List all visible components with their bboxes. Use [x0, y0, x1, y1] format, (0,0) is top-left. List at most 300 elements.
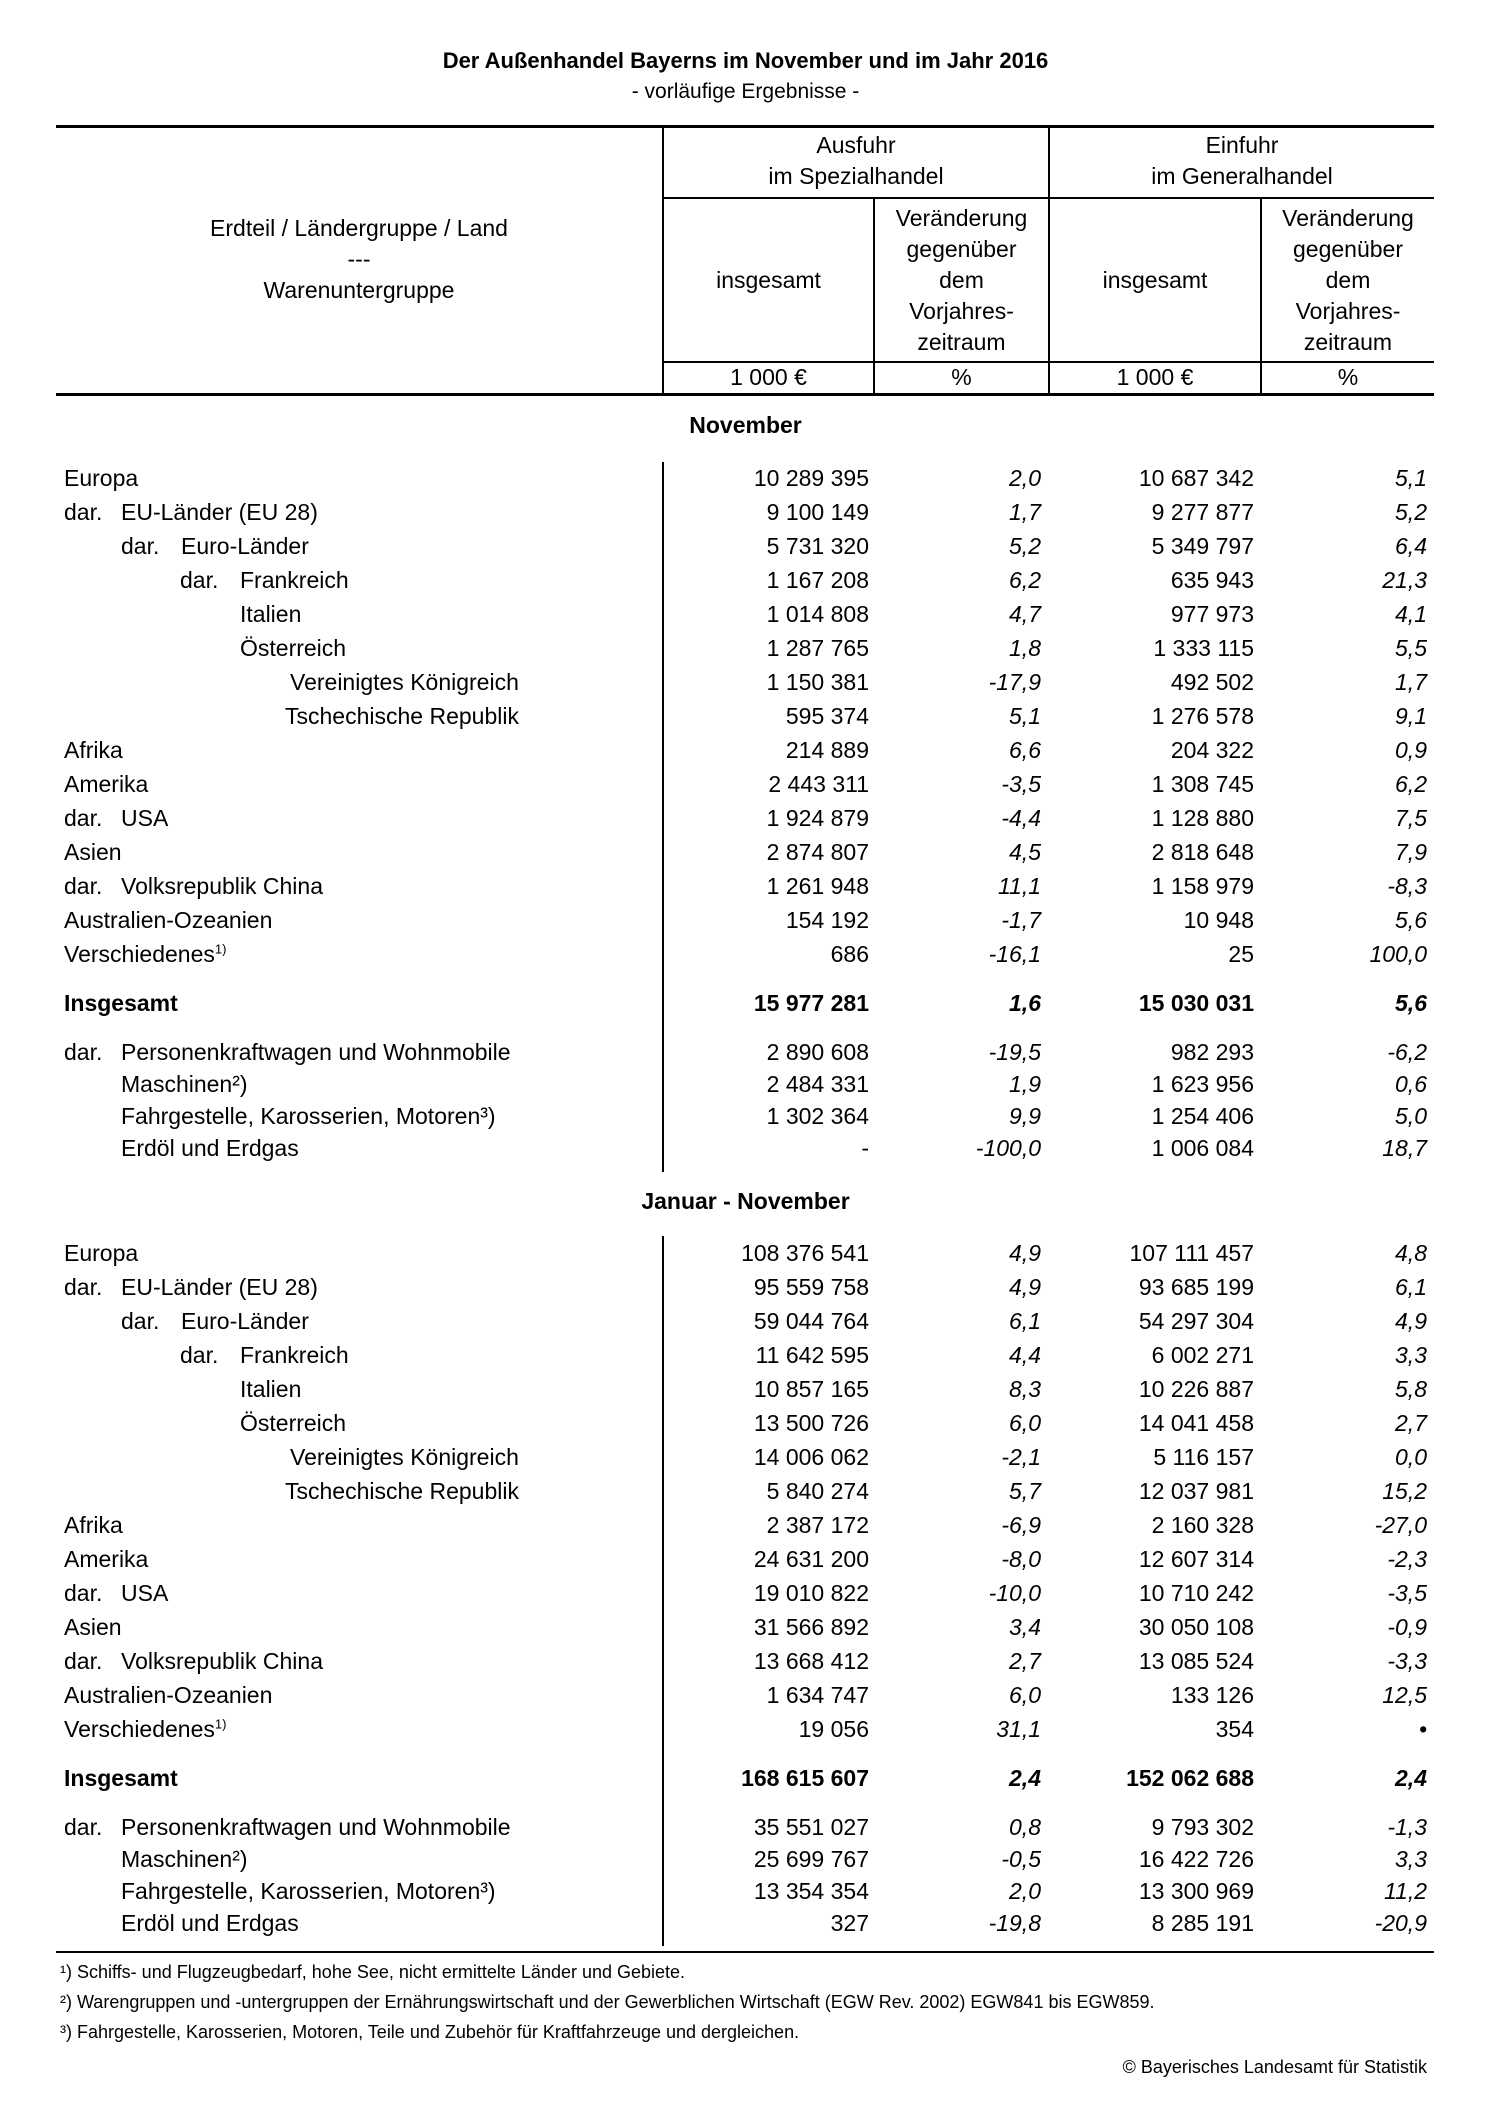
export-total-cell: 15 977 281: [753, 990, 869, 1016]
table-row: [0, 767, 1491, 801]
export-change-cell: 3,4: [1009, 1614, 1041, 1640]
export-change-cell: 1,9: [1009, 1071, 1041, 1097]
export-change-cell: -1,7: [1001, 907, 1041, 933]
export-total-cell: 14 006 062: [753, 1444, 869, 1470]
row-label: [121, 1906, 299, 1940]
row-label: [121, 801, 168, 835]
table-row: [0, 699, 1491, 733]
import-change-cell: 3,3: [1395, 1846, 1427, 1872]
table-row: [0, 835, 1491, 869]
table-row: [0, 1542, 1491, 1576]
import-total-cell: 354: [1215, 1716, 1254, 1742]
export-change-cell: 6,2: [1009, 567, 1041, 593]
table-row: [0, 1644, 1491, 1678]
footnote-ref: 1): [214, 1716, 227, 1732]
row-label: [64, 1236, 138, 1270]
export-change-cell: 8,3: [1009, 1376, 1041, 1402]
export-change-header: Veränderung gegenüber dem Vorjahres- zeitraum: [895, 205, 1028, 355]
table-row: [0, 495, 1491, 529]
import-change-cell: 5,6: [1395, 907, 1427, 933]
table-row: [0, 986, 1491, 1020]
table-row: [0, 631, 1491, 665]
section-title: November: [689, 412, 802, 438]
row-label-text: Maschinen²): [121, 1846, 248, 1872]
import-change-cell: 6,1: [1395, 1274, 1427, 1300]
import-total-cell: 16 422 726: [1138, 1846, 1254, 1872]
row-prefix: dar.: [64, 1814, 103, 1840]
import-total-cell: 14 041 458: [1138, 1410, 1254, 1436]
export-total-cell: 13 668 412: [753, 1648, 869, 1674]
footnote-1: ¹) Schiffs- und Flugzeugbedarf, hohe See, nicht ermittelte Länder und Gebiete.: [60, 1962, 686, 1982]
row-label: [64, 986, 178, 1020]
row-label-text: USA: [121, 1580, 169, 1606]
import-change-cell: 0,6: [1395, 1071, 1427, 1097]
table-row: [0, 665, 1491, 699]
export-total-cell: 2 387 172: [766, 1512, 869, 1538]
export-header-line-2: im Spezialhandel: [768, 163, 944, 189]
export-total-cell: 5 840 274: [766, 1478, 869, 1504]
import-total-cell: 9 277 877: [1151, 499, 1254, 525]
export-change-cell: -8,0: [1001, 1546, 1041, 1572]
row-label-text: Europa: [64, 1240, 139, 1266]
export-change-cell: 5,1: [1009, 703, 1041, 729]
import-total-cell: 15 030 031: [1138, 990, 1254, 1016]
export-total-cell: 214 889: [785, 737, 869, 763]
row-label: [121, 1099, 496, 1133]
import-change-cell: 11,2: [1383, 1878, 1427, 1904]
row-label-text: Volksrepublik China: [121, 1648, 324, 1674]
export-change-cell: 6,1: [1009, 1308, 1041, 1334]
table-row: [0, 1610, 1491, 1644]
import-change-cell: -27,0: [1374, 1512, 1427, 1538]
export-change-cell: 6,6: [1009, 737, 1041, 763]
export-change-cell: 6,0: [1009, 1410, 1041, 1436]
row-label: [121, 869, 323, 903]
export-total-cell: 1 302 364: [766, 1103, 869, 1129]
row-label: [121, 495, 318, 529]
export-change-cell: -0,5: [1001, 1846, 1041, 1872]
import-change-cell: 3,3: [1395, 1342, 1427, 1368]
row-label: [64, 903, 272, 937]
import-total-cell: 1 333 115: [1153, 635, 1254, 661]
import-total-cell: 204 322: [1170, 737, 1254, 763]
row-label: [64, 767, 148, 801]
page-subtitle: - vorläufige Ergebnisse -: [631, 80, 860, 103]
export-total-cell: 2 484 331: [766, 1071, 869, 1097]
export-change-cell: -100,0: [975, 1135, 1041, 1161]
row-label: [121, 1842, 248, 1876]
table-row: [0, 1576, 1491, 1610]
row-label: [121, 1644, 323, 1678]
row-prefix: dar.: [121, 533, 160, 559]
row-label-text: Volksrepublik China: [121, 873, 324, 899]
import-total-cell: 12 037 981: [1138, 1478, 1254, 1504]
row-label-text: Frankreich: [240, 1342, 349, 1368]
row-label: [181, 1304, 309, 1338]
header-bottom-rule: [56, 393, 1434, 396]
export-total-cell: 10 289 395: [753, 465, 869, 491]
row-label-text: Fahrgestelle, Karosserien, Motoren³): [121, 1878, 496, 1904]
import-change-cell: 100,0: [1369, 941, 1427, 967]
row-label: [290, 1440, 519, 1474]
import-change-cell: 1,7: [1395, 669, 1427, 695]
export-total-cell: 35 551 027: [753, 1814, 869, 1840]
export-header-line-1: Ausfuhr: [816, 132, 896, 158]
import-change-header: Veränderung gegenüber dem Vorjahres- zeitraum: [1282, 205, 1414, 355]
export-total-cell: 1 150 381: [766, 669, 869, 695]
row-label-header-sep: ---: [347, 246, 371, 272]
import-total-cell: 977 973: [1170, 601, 1254, 627]
table-row: [0, 597, 1491, 631]
export-change-cell: 9,9: [1009, 1103, 1041, 1129]
row-label: [64, 461, 138, 495]
row-label-text: Erdöl und Erdgas: [121, 1910, 299, 1936]
row-label-text: Personenkraftwagen und Wohnmobile: [121, 1814, 511, 1840]
export-total-cell: 13 354 354: [753, 1878, 869, 1904]
table-row: [0, 1236, 1491, 1270]
import-change-cell: 5,1: [1395, 465, 1427, 491]
import-total-unit: 1 000 €: [1116, 364, 1194, 390]
table-row: [0, 1761, 1491, 1795]
row-label: [64, 733, 123, 767]
export-total-cell: 59 044 764: [753, 1308, 869, 1334]
export-total-cell: 25 699 767: [753, 1846, 869, 1872]
footnote-2: ²) Warengruppen und -untergruppen der Ernährungswirtschaft und der Gewerblichen Wirtschaft (EGW Rev. 2002) EGW841 bis EGW859.: [60, 1992, 1155, 2012]
row-label-text: Afrika: [64, 737, 123, 763]
table-row: [0, 1440, 1491, 1474]
import-change-cell: 5,6: [1395, 990, 1427, 1016]
import-change-cell: 0,0: [1395, 1444, 1427, 1470]
import-total-cell: 10 710 242: [1138, 1580, 1254, 1606]
import-change-cell: 4,8: [1395, 1240, 1427, 1266]
row-label: [240, 1372, 301, 1406]
row-label: [121, 1067, 248, 1101]
import-total-cell: 5 349 797: [1151, 533, 1254, 559]
table-row: [0, 1906, 1491, 1940]
export-total-cell: 1 261 948: [766, 873, 869, 899]
export-change-cell: -19,8: [988, 1910, 1041, 1936]
row-label-text: Tschechische Republik: [285, 703, 519, 729]
import-change-cell: 4,9: [1395, 1308, 1427, 1334]
export-change-cell: -16,1: [988, 941, 1041, 967]
row-label-text: Afrika: [64, 1512, 123, 1538]
footnote-3: ³) Fahrgestelle, Karosserien, Motoren, Teile und Zubehör für Kraftfahrzeuge und dergleichen.: [60, 2022, 800, 2042]
row-prefix: dar.: [64, 1580, 103, 1606]
import-change-cell: -1,3: [1387, 1814, 1427, 1840]
table-row: [0, 801, 1491, 835]
import-total-cell: 12 607 314: [1138, 1546, 1254, 1572]
export-total-cell: 13 500 726: [753, 1410, 869, 1436]
table-row: [0, 1874, 1491, 1908]
export-change-cell: 1,8: [1009, 635, 1041, 661]
row-label-header-line-2: Warenuntergruppe: [263, 277, 455, 303]
table-row: [0, 1035, 1491, 1069]
table-row: [0, 529, 1491, 563]
import-total-cell: 54 297 304: [1138, 1308, 1254, 1334]
import-total-cell: 1 623 956: [1151, 1071, 1254, 1097]
import-total-cell: 1 254 406: [1151, 1103, 1254, 1129]
import-total-cell: 6 002 271: [1151, 1342, 1254, 1368]
table-row: [0, 1067, 1491, 1101]
table-row: [0, 733, 1491, 767]
table-row: [0, 1678, 1491, 1712]
export-total-cell: 19 010 822: [753, 1580, 869, 1606]
export-total-cell: 168 615 607: [741, 1765, 869, 1791]
import-total-cell: 1 006 084: [1151, 1135, 1254, 1161]
row-label-text: Österreich: [240, 1410, 347, 1436]
table-row: [0, 1270, 1491, 1304]
row-label: [64, 1508, 123, 1542]
export-total-cell: 31 566 892: [753, 1614, 869, 1640]
import-total-cell: 635 943: [1170, 567, 1254, 593]
import-change-cell: 9,1: [1395, 703, 1427, 729]
table-row: [0, 1810, 1491, 1844]
export-total-cell: 5 731 320: [766, 533, 869, 559]
row-label-text: Vereinigtes Königreich: [290, 1444, 519, 1470]
export-total-cell: 108 376 541: [741, 1240, 869, 1266]
import-change-cell: 2,7: [1395, 1410, 1427, 1436]
row-label-text: Australien-Ozeanien: [64, 1682, 273, 1708]
import-change-cell: 7,5: [1395, 805, 1427, 831]
export-change-cell: 2,7: [1009, 1648, 1041, 1674]
import-change-cell: -0,9: [1387, 1614, 1427, 1640]
table-row: [0, 1508, 1491, 1542]
import-total-header: insgesamt: [1102, 267, 1208, 293]
export-total-cell: -: [861, 1135, 869, 1161]
import-total-cell: 107 111 457: [1129, 1240, 1254, 1266]
import-change-cell: 2,4: [1395, 1765, 1427, 1791]
export-change-cell: 2,4: [1009, 1765, 1041, 1791]
row-label-text: Italien: [240, 1376, 302, 1402]
export-change-cell: 1,6: [1009, 990, 1041, 1016]
row-label: [121, 1131, 299, 1165]
row-label-text: Asien: [64, 839, 122, 865]
export-total-cell: 9 100 149: [766, 499, 869, 525]
row-label: [240, 597, 301, 631]
row-label-text: Fahrgestelle, Karosserien, Motoren³): [121, 1103, 496, 1129]
export-change-cell: 4,7: [1009, 601, 1041, 627]
row-prefix: dar.: [64, 805, 103, 831]
import-total-cell: 10 226 887: [1138, 1376, 1254, 1402]
export-change-cell: 4,5: [1009, 839, 1041, 865]
export-change-cell: 2,0: [1009, 1878, 1041, 1904]
row-prefix: dar.: [64, 1039, 103, 1065]
row-label: [64, 1761, 178, 1795]
row-label-text: USA: [121, 805, 169, 831]
row-label-text: Asien: [64, 1614, 122, 1640]
row-prefix: dar.: [180, 1342, 219, 1368]
row-label: [240, 1338, 349, 1372]
footnote-ref: 1): [214, 941, 227, 957]
row-label: [240, 563, 349, 597]
import-change-cell: 5,2: [1395, 499, 1427, 525]
import-total-cell: 492 502: [1170, 669, 1254, 695]
export-change-cell: 2,0: [1009, 465, 1041, 491]
export-change-cell: -4,4: [1001, 805, 1041, 831]
export-change-cell: 11,1: [997, 873, 1041, 899]
import-change-unit: %: [1337, 364, 1359, 390]
table-row: [0, 937, 1491, 971]
export-total-cell: 10 857 165: [753, 1376, 869, 1402]
export-total-cell: 2 443 311: [768, 771, 869, 797]
table-row: [0, 1406, 1491, 1440]
row-label-header: [56, 213, 662, 306]
export-change-cell: 31,1: [996, 1716, 1041, 1742]
import-total-cell: 8 285 191: [1151, 1910, 1254, 1936]
table-row: [0, 1304, 1491, 1338]
row-label-text: Euro-Länder: [181, 1308, 309, 1334]
import-total-cell: 13 300 969: [1138, 1878, 1254, 1904]
export-total-cell: 154 192: [785, 907, 869, 933]
row-label: [285, 699, 519, 733]
export-change-cell: 5,7: [1009, 1478, 1041, 1504]
row-label-text: Maschinen²): [121, 1071, 248, 1097]
import-change-cell: 5,8: [1395, 1376, 1427, 1402]
export-total-cell: 1 167 208: [766, 567, 869, 593]
export-change-cell: -6,9: [1001, 1512, 1041, 1538]
row-label-text: Verschiedenes: [64, 941, 215, 967]
table-row: [0, 1474, 1491, 1508]
page-title: Der Außenhandel Bayerns im November und im Jahr 2016: [442, 48, 1049, 73]
table-row: [0, 563, 1491, 597]
import-change-cell: 7,9: [1395, 839, 1427, 865]
import-change-cell: 12,5: [1382, 1682, 1427, 1708]
table-row: [0, 1712, 1491, 1746]
row-prefix: dar.: [64, 499, 103, 525]
import-total-cell: 1 276 578: [1151, 703, 1254, 729]
import-change-cell: 0,9: [1395, 737, 1427, 763]
row-label-text: EU-Länder (EU 28): [121, 499, 318, 525]
import-total-cell: 133 126: [1170, 1682, 1254, 1708]
row-label: [290, 665, 519, 699]
import-change-cell: -20,9: [1374, 1910, 1427, 1936]
import-total-cell: 2 160 328: [1151, 1512, 1254, 1538]
import-change-cell: 5,5: [1395, 635, 1427, 661]
import-total-cell: 9 793 302: [1151, 1814, 1254, 1840]
export-total-cell: 2 890 608: [766, 1039, 869, 1065]
export-total-cell: 1 924 879: [766, 805, 869, 831]
row-label-text: Personenkraftwagen und Wohnmobile: [121, 1039, 511, 1065]
export-total-cell: 24 631 200: [753, 1546, 869, 1572]
row-label: [121, 1576, 168, 1610]
export-change-cell: 4,4: [1009, 1342, 1041, 1368]
export-change-cell: -10,0: [988, 1580, 1041, 1606]
row-label-text: EU-Länder (EU 28): [121, 1274, 318, 1300]
row-label-text: Euro-Länder: [181, 533, 309, 559]
table-row: [0, 1372, 1491, 1406]
section-title: Januar - November: [641, 1188, 850, 1214]
export-total-cell: 595 374: [785, 703, 869, 729]
row-label: [240, 631, 346, 665]
export-total-cell: 19 056: [798, 1716, 869, 1742]
table-end-rule: [56, 1951, 1434, 1953]
export-change-cell: 4,9: [1009, 1274, 1041, 1300]
row-label-text: Insgesamt: [64, 1765, 178, 1791]
import-header: [1050, 130, 1434, 192]
import-change-cell: -3,3: [1387, 1648, 1427, 1674]
export-change-cell: -19,5: [988, 1039, 1041, 1065]
row-label: [64, 1542, 148, 1576]
export-change-cell: -3,5: [1001, 771, 1041, 797]
import-total-cell: 1 308 745: [1151, 771, 1254, 797]
import-change-cell: -2,3: [1387, 1546, 1427, 1572]
export-change-cell: 0,8: [1009, 1814, 1041, 1840]
row-label-text: Erdöl und Erdgas: [121, 1135, 299, 1161]
export-total-unit: 1 000 €: [730, 364, 807, 390]
export-change-cell: 5,2: [1009, 533, 1041, 559]
table-row: [0, 461, 1491, 495]
import-total-cell: 10 687 342: [1138, 465, 1254, 491]
row-label: [64, 937, 226, 971]
export-total-cell: 686: [830, 941, 869, 967]
table-row: [0, 1131, 1491, 1165]
export-total-cell: 1 287 765: [766, 635, 869, 661]
export-total-header: insgesamt: [716, 267, 821, 293]
import-change-cell: •: [1418, 1716, 1427, 1742]
export-total-cell: 11 642 595: [755, 1342, 869, 1368]
row-label: [121, 1270, 318, 1304]
row-label-text: Tschechische Republik: [285, 1478, 519, 1504]
import-total-cell: 5 116 157: [1153, 1444, 1254, 1470]
import-total-cell: 982 293: [1170, 1039, 1254, 1065]
import-total-cell: 152 062 688: [1126, 1765, 1254, 1791]
row-label-text: Italien: [240, 601, 302, 627]
export-total-cell: 327: [830, 1910, 869, 1936]
copyright: © Bayerisches Landesamt für Statistik: [1122, 2057, 1427, 2077]
import-total-cell: 13 085 524: [1138, 1648, 1254, 1674]
table-row: [0, 903, 1491, 937]
table-top-rule: [56, 125, 1434, 128]
import-change-cell: 21,3: [1382, 567, 1427, 593]
export-change-cell: 1,7: [1009, 499, 1041, 525]
import-total-cell: 93 685 199: [1138, 1274, 1254, 1300]
export-total-cell: 1 014 808: [766, 601, 869, 627]
import-change-cell: -3,5: [1387, 1580, 1427, 1606]
row-label-text: Europa: [64, 465, 139, 491]
import-change-cell: 4,1: [1395, 601, 1427, 627]
import-total-cell: 2 818 648: [1151, 839, 1254, 865]
import-total-cell: 25: [1228, 941, 1254, 967]
export-header: [664, 130, 1048, 192]
row-prefix: dar.: [121, 1308, 160, 1334]
import-change-cell: 6,2: [1395, 771, 1427, 797]
row-label-text: Vereinigtes Königreich: [290, 669, 519, 695]
row-prefix: dar.: [64, 1648, 103, 1674]
export-change-unit: %: [951, 364, 972, 390]
import-total-cell: 10 948: [1183, 907, 1254, 933]
row-prefix: dar.: [64, 873, 103, 899]
row-label: [121, 1035, 511, 1069]
row-prefix: dar.: [64, 1274, 103, 1300]
row-label: [121, 1810, 511, 1844]
export-total-cell: 95 559 758: [753, 1274, 869, 1300]
import-total-cell: 30 050 108: [1138, 1614, 1254, 1640]
row-label: [285, 1474, 519, 1508]
row-label-text: Insgesamt: [64, 990, 178, 1016]
row-label: [64, 1712, 226, 1746]
row-label: [64, 835, 122, 869]
row-prefix: dar.: [180, 567, 219, 593]
row-label: [64, 1610, 122, 1644]
export-change-cell: 4,9: [1009, 1240, 1041, 1266]
export-change-cell: -2,1: [1001, 1444, 1041, 1470]
import-change-cell: 15,2: [1382, 1478, 1427, 1504]
row-label-text: Frankreich: [240, 567, 349, 593]
row-label-text: Österreich: [240, 635, 347, 661]
row-label: [181, 529, 309, 563]
row-label: [64, 1678, 272, 1712]
import-header-line-1: Einfuhr: [1205, 132, 1279, 158]
